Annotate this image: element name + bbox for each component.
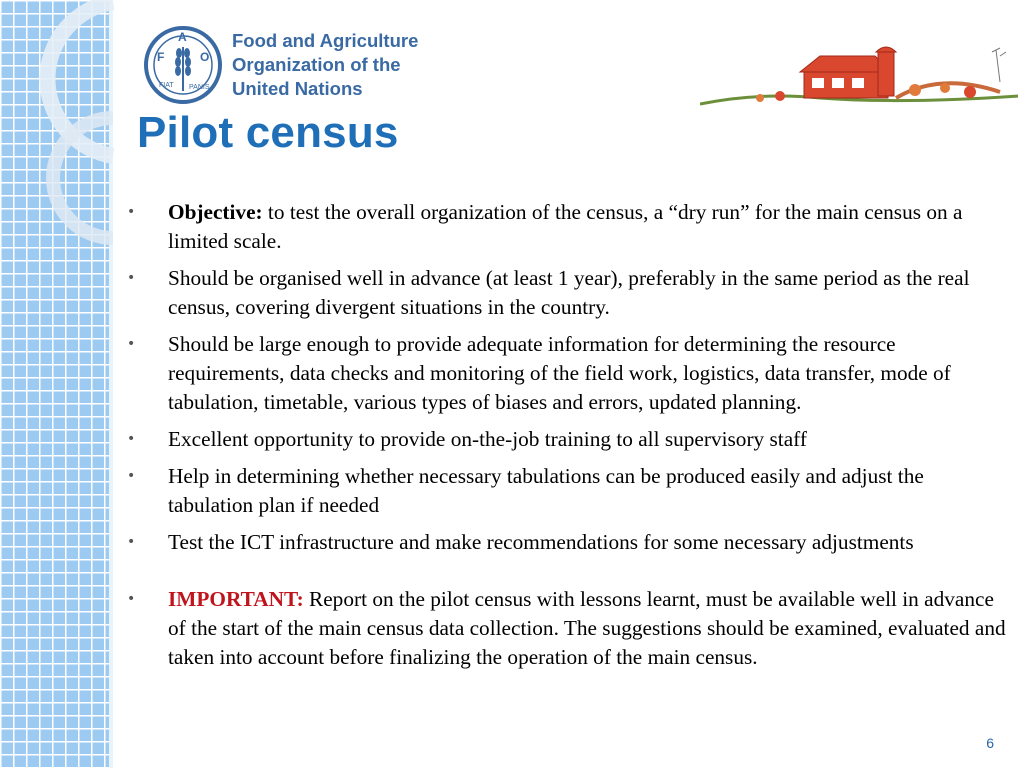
fao-emblem-icon xyxy=(143,25,223,105)
fao-logo xyxy=(143,25,433,105)
fao-name-line: United Nations xyxy=(232,78,363,99)
fao-name-line: Food and Agriculture xyxy=(232,30,419,51)
bullet-item-important xyxy=(127,585,1007,672)
svg-text:O: O xyxy=(200,50,210,64)
bullet-text: Should be large enough to provide adequate information for determining the resource requirements, data checks and monitoring of the field work, logistics, data transfer, mode of tabulation, timetable, various types of biases and errors, updated planning. xyxy=(168,332,951,414)
slide-title: Pilot census xyxy=(137,108,399,157)
bullet-dot-icon: • xyxy=(127,336,136,352)
bullet-text: to test the overall organization of the census, a “dry run” for the main census on a limited scale. xyxy=(168,200,963,253)
bullet-dot-icon: • xyxy=(127,591,136,607)
svg-text:FIAT: FIAT xyxy=(159,82,174,89)
bullet-dot-icon: • xyxy=(127,204,136,220)
bullet-dot-icon: • xyxy=(127,534,136,550)
bullet-dot-icon: • xyxy=(127,270,136,286)
bullet-text: Should be organised well in advance (at least 1 year), preferably in the same period as the real census, covering divergent situations in the country. xyxy=(168,266,970,319)
bullet-text: Test the ICT infrastructure and make recommendations for some necessary adjustments xyxy=(168,530,914,554)
svg-text:A: A xyxy=(178,30,187,44)
fao-name-line: Organization of the xyxy=(232,54,401,75)
svg-text:F: F xyxy=(157,50,165,64)
bullet-item xyxy=(127,425,1007,454)
bullet-item xyxy=(127,264,1007,322)
fao-name xyxy=(232,29,418,101)
farm-illustration xyxy=(700,42,1020,108)
bullet-dot-icon: • xyxy=(127,431,136,447)
important-label: IMPORTANT: xyxy=(168,587,304,611)
sidebar-grid xyxy=(0,0,113,768)
bullet-text: Excellent opportunity to provide on-the-job training to all supervisory staff xyxy=(168,427,807,451)
svg-text:PANIS: PANIS xyxy=(189,84,210,91)
bullet-item xyxy=(127,198,1007,256)
bullet-list xyxy=(127,198,1007,680)
bullet-dot-icon: • xyxy=(127,468,136,484)
bullet-item xyxy=(127,330,1007,417)
bullet-item xyxy=(127,462,1007,520)
page-number: 6 xyxy=(986,735,994,751)
bullet-item xyxy=(127,528,1007,557)
bullet-text: Report on the pilot census with lessons learnt, must be available well in advance of the start of the main census data collection. The suggestions should be examined, evaluated and taken into account before finalizing the operation of the main census. xyxy=(168,587,1006,669)
bullet-text: Help in determining whether necessary tabulations can be produced easily and adjust the tabulation plan if needed xyxy=(168,464,924,517)
bullet-lead: Objective: xyxy=(168,200,263,224)
